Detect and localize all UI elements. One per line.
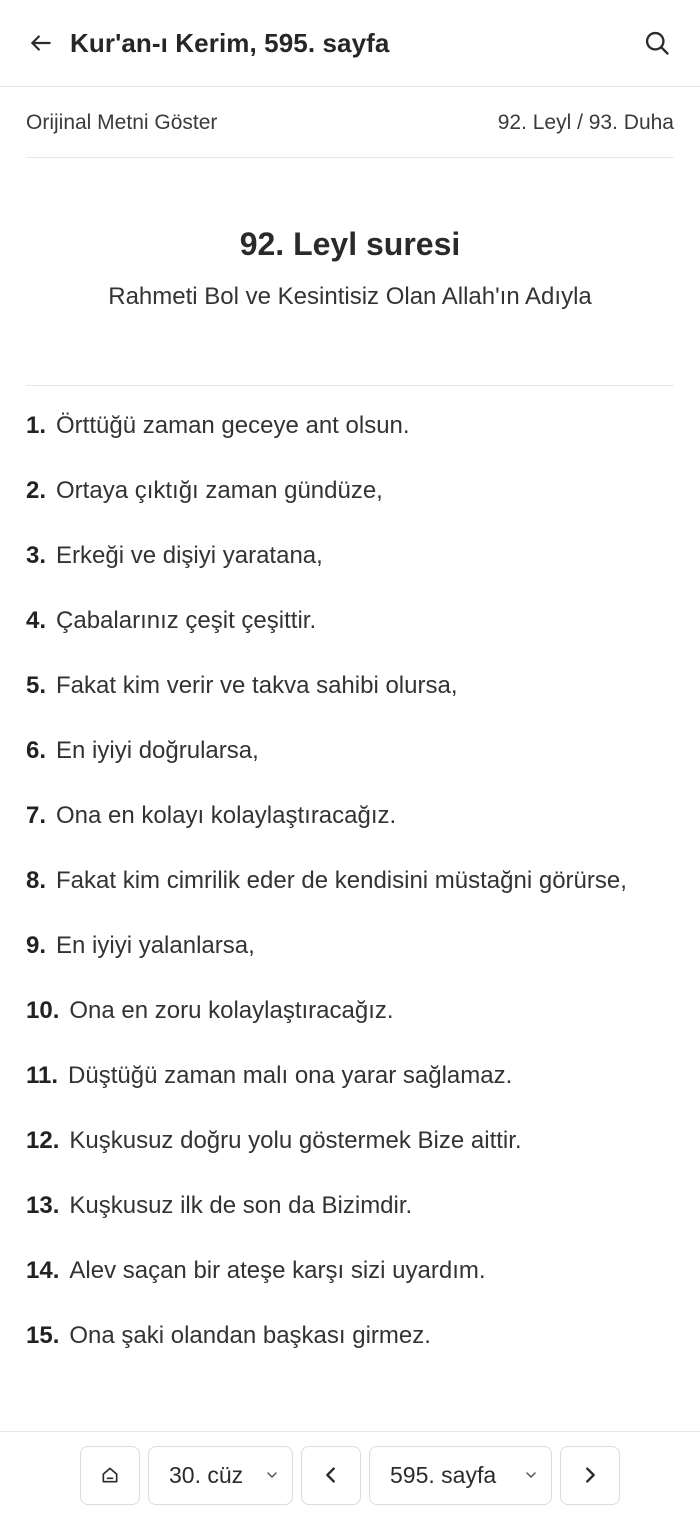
chevron-left-icon	[320, 1464, 342, 1486]
verse-item	[26, 601, 674, 640]
verse-text: Örttüğü zaman geceye ant olsun.	[56, 412, 410, 439]
show-original-text-button[interactable]: Orijinal Metni Göster	[26, 110, 218, 134]
verse-item	[26, 1121, 674, 1160]
verse-item	[26, 406, 674, 445]
verse-item	[26, 991, 674, 1030]
verse-text: Ona en kolayı kolaylaştıracağız.	[56, 802, 397, 829]
verse-number: 14.	[26, 1257, 60, 1284]
back-button[interactable]	[24, 26, 58, 60]
verse-text: Alev saçan bir ateşe karşı sizi uyardım.	[69, 1257, 486, 1284]
verse-text: Ona şaki olandan başkası girmez.	[69, 1322, 431, 1349]
verse-number: 10.	[26, 997, 60, 1024]
verse-item	[26, 926, 674, 965]
verse-text: Ona en zoru kolaylaştıracağız.	[69, 997, 394, 1024]
verse-item	[26, 796, 674, 835]
verse-number: 2.	[26, 477, 47, 504]
verse-text: Kuşkusuz doğru yolu göstermek Bize aittir.	[69, 1127, 522, 1154]
home-icon	[100, 1465, 120, 1485]
verse-number: 12.	[26, 1127, 60, 1154]
surah-range-label: 92. Leyl / 93. Duha	[497, 110, 674, 134]
verse-text: Ortaya çıktığı zaman gündüze,	[56, 477, 383, 504]
surah-header	[26, 158, 674, 386]
previous-page-button[interactable]	[301, 1446, 361, 1505]
verse-text: Çabalarınız çeşit çeşittir.	[56, 607, 317, 634]
home-button[interactable]	[80, 1446, 140, 1505]
verse-number: 9.	[26, 932, 47, 959]
page-title: Kur'an-ı Kerim, 595. sayfa	[70, 27, 390, 58]
verse-item	[26, 861, 674, 900]
search-icon	[643, 29, 671, 57]
verse-text: Kuşkusuz ilk de son da Bizimdir.	[69, 1192, 413, 1219]
juz-select-value: 30. cüz	[169, 1461, 244, 1488]
verse-item	[26, 1316, 674, 1355]
sub-bar	[26, 88, 674, 158]
verse-item	[26, 1186, 674, 1225]
verse-item	[26, 666, 674, 705]
verse-text: En iyiyi doğrularsa,	[56, 737, 259, 764]
verse-text: Fakat kim cimrilik eder de kendisini müstağni görürse,	[56, 867, 627, 894]
verse-text: Fakat kim verir ve takva sahibi olursa,	[56, 672, 458, 699]
verse-number: 5.	[26, 672, 47, 699]
verse-number: 8.	[26, 867, 47, 894]
page-select-value: 595. sayfa	[390, 1461, 497, 1488]
verse-item	[26, 471, 674, 510]
app-header	[0, 0, 700, 87]
verse-list	[26, 406, 674, 1381]
next-page-button[interactable]	[560, 1446, 620, 1505]
verse-item	[26, 536, 674, 575]
verse-number: 11.	[26, 1062, 59, 1089]
arrow-left-icon	[28, 30, 54, 56]
search-button[interactable]	[640, 26, 674, 60]
verse-number: 15.	[26, 1322, 60, 1349]
chevron-down-icon	[523, 1467, 539, 1483]
verse-text: En iyiyi yalanlarsa,	[56, 932, 255, 959]
bottom-navigation	[0, 1431, 700, 1518]
basmala: Rahmeti Bol ve Kesintisiz Olan Allah'ın Adıyla	[108, 283, 592, 310]
verse-text: Erkeği ve dişiyi yaratana,	[56, 542, 323, 569]
verse-item	[26, 1251, 674, 1290]
verse-number: 13.	[26, 1192, 60, 1219]
verse-number: 3.	[26, 542, 47, 569]
chevron-right-icon	[579, 1464, 601, 1486]
page-select[interactable]	[369, 1446, 552, 1505]
verse-number: 4.	[26, 607, 47, 634]
verse-number: 6.	[26, 737, 47, 764]
verse-number: 7.	[26, 802, 47, 829]
verse-item	[26, 1056, 674, 1095]
juz-select[interactable]	[148, 1446, 293, 1505]
chevron-down-icon	[264, 1467, 280, 1483]
verse-number: 1.	[26, 412, 47, 439]
verse-text: Düştüğü zaman malı ona yarar sağlamaz.	[68, 1062, 513, 1089]
surah-title: 92. Leyl suresi	[239, 226, 461, 262]
verse-item	[26, 731, 674, 770]
